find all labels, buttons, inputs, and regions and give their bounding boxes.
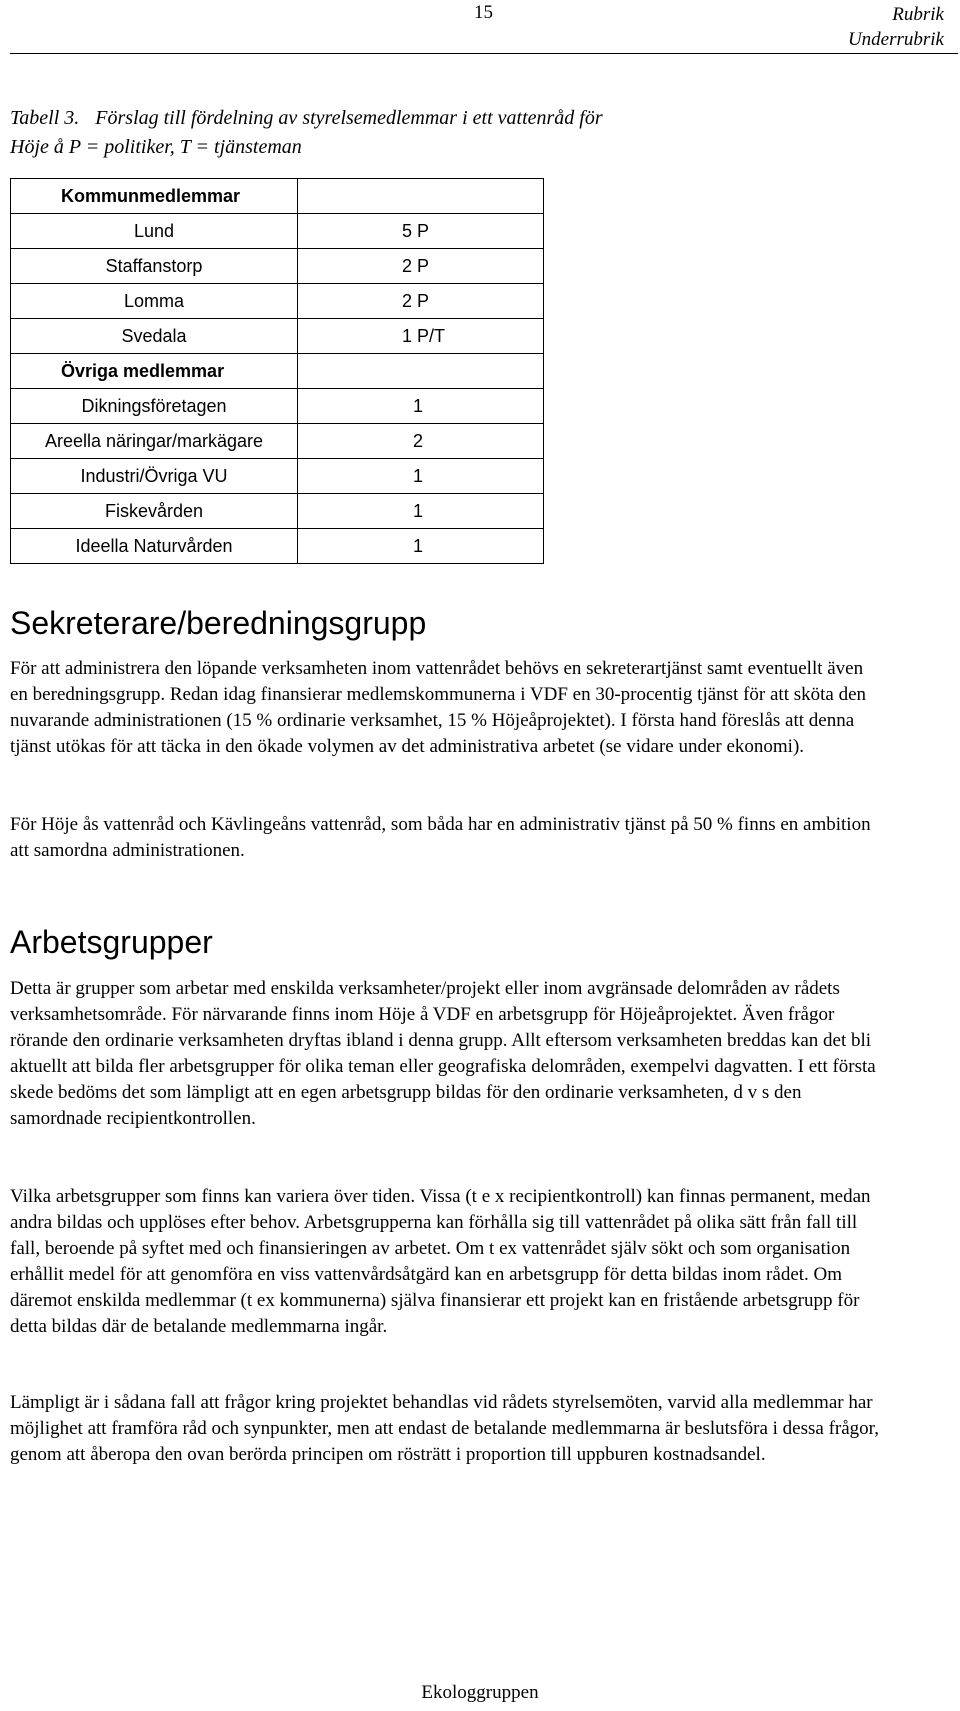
member-value: 1 (298, 389, 544, 424)
member-value: 1 (298, 529, 544, 564)
paragraph: För Höje ås vattenråd och Kävlingeåns vattenråd, som båda har en administrativ tjänst på 50 % finns en ambition att samordna administrationen. (10, 814, 871, 861)
page-footer: Ekologgruppen (421, 1682, 539, 1703)
table-caption-label: Tabell 3. (10, 107, 80, 129)
member-value: 1 P/T (298, 319, 544, 354)
member-name: Ideella Naturvården (11, 529, 298, 564)
table-cell (298, 354, 544, 389)
paragraph: För att administrera den löpande verksamheten inom vattenrådet behövs en sekreterartjänst samt eventuellt även en beredningsgrupp. Redan idag finansierar medlemskommunerna i VDF en 30-procentig tjänst för att sköta den nuvarande administrationen (15 % ordinarie verksamhet, 15 % Höjeåprojektet). I första hand föreslås att denna tjänst utökas för att täcka in den ökade volymen av det administrativa arbetet (se vidare under ekonomi). (10, 658, 867, 757)
table-row (11, 494, 544, 529)
member-name: Industri/Övriga VU (11, 459, 298, 494)
table-caption (10, 104, 610, 162)
member-name: Staffanstorp (11, 249, 298, 284)
member-name: Dikningsföretagen (11, 389, 298, 424)
member-value: 5 P (298, 214, 544, 249)
member-name: Fiskevården (11, 494, 298, 529)
member-value: 2 P (298, 284, 544, 319)
paragraph: Vilka arbetsgrupper som finns kan variera över tiden. Vissa (t e x recipientkontroll) kan finnas permanent, medan andra bildas och upplöses efter behov. Arbetsgrupperna kan förhålla sig till vattenrådet på olika sätt från fall till fall, beroende på syftet med och finansieringen av arbetet. Om t ex vattenrådet själv sökt och som organisation erhållit medel för att genomföra en viss vattenvårdsåtgärd kan en arbetsgrupp för detta bildas inom rådet. Om däremot enskilda medlemmar (t ex kommunerna) själva finansierar ett projekt kan en fristående arbetsgrupp för detta bildas där de betalande medlemmarna ingår. (10, 1186, 871, 1337)
municipal-heading: Kommunmedlemmar (11, 179, 298, 214)
table-row (11, 179, 544, 214)
page-header (0, 0, 960, 60)
member-name: Areella näringar/markägare (11, 424, 298, 459)
member-name: Lund (11, 214, 298, 249)
header-divider (10, 53, 958, 54)
header-rubrik (848, 2, 944, 52)
member-name: Svedala (11, 319, 298, 354)
table-row (11, 319, 544, 354)
paragraph: Detta är grupper som arbetar med enskilda verksamheter/projekt eller inom avgränsade delområden av rådets verksamhetsområde. För närvarande finns inom Höje å VDF en arbetsgrupp för Höjeåprojektet. Även frågor rörande den ordinarie verksamheten dryftas ibland i denna grupp. Allt eftersom verksamheten breddas kan det bli aktuellt att bilda fler arbetsgrupper för olika teman eller geografiska delområden, exempelvi dagvatten. I ett första skede bedöms det som lämpligt att en egen arbetsgrupp bildas för den ordinarie verksamheten, d v s den samordnade recipientkontrollen. (10, 978, 876, 1129)
table-row (11, 354, 544, 389)
table-cell (298, 179, 544, 214)
other-heading: Övriga medlemmar (11, 354, 298, 389)
table-row (11, 284, 544, 319)
page-number: 15 (474, 2, 493, 23)
table-row (11, 424, 544, 459)
underrubrik-text: Underrubrik (847, 29, 944, 50)
table-caption-text: Förslag till fördelning av styrelsemedlemmar i ett vattenråd för Höje å P = politiker, T = tjänsteman (10, 107, 603, 158)
members-table (10, 178, 544, 564)
section-heading-secretary: Sekreterare/beredningsgrupp (10, 605, 427, 641)
member-value: 2 (298, 424, 544, 459)
member-name: Lomma (11, 284, 298, 319)
paragraph: Lämpligt är i sådana fall att frågor kring projektet behandlas vid rådets styrelsemöten, varvid alla medlemmar har möjlighet att framföra råd och synpunkter, men att endast de betalande medlemmarna är beslutsföra i dessa frågor, genom att åberopa den ovan berörda principen om rösträtt i proportion till uppburen kostnadsandel. (10, 1392, 879, 1465)
table-row (11, 214, 544, 249)
table-row (11, 389, 544, 424)
member-value: 1 (298, 459, 544, 494)
table-row (11, 249, 544, 284)
rubrik-text: Rubrik (892, 4, 944, 25)
section-heading-workgroups: Arbetsgrupper (10, 924, 213, 960)
table-row (11, 529, 544, 564)
table-row (11, 459, 544, 494)
member-value: 2 P (298, 249, 544, 284)
member-value: 1 (298, 494, 544, 529)
